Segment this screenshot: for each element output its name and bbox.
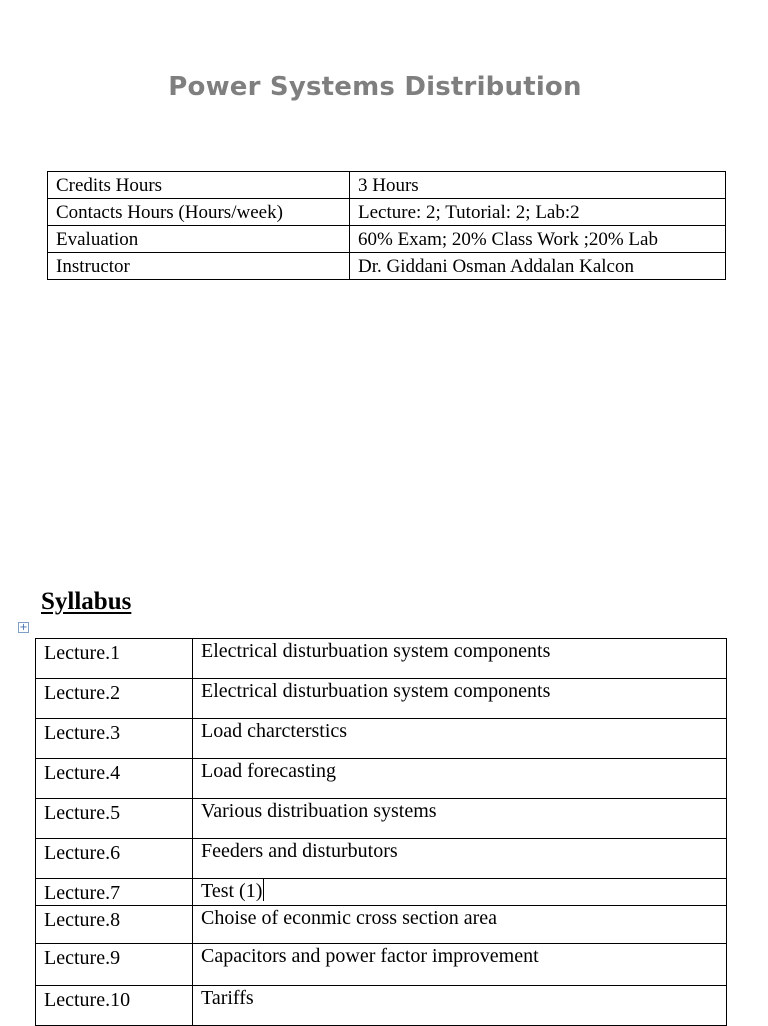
table-row xyxy=(36,759,727,799)
lecture-cell: Lecture.1 xyxy=(36,639,193,679)
info-label: Contacts Hours (Hours/week) xyxy=(48,199,350,226)
info-label: Instructor xyxy=(48,253,350,280)
info-value: 3 Hours xyxy=(350,172,726,199)
topic-cell[interactable] xyxy=(193,879,727,906)
lecture-cell: Lecture.3 xyxy=(36,719,193,759)
topic-cell: Feeders and disturbutors xyxy=(193,839,727,879)
lecture-cell: Lecture.9 xyxy=(36,944,193,986)
table-row xyxy=(48,226,726,253)
info-label: Credits Hours xyxy=(48,172,350,199)
table-row xyxy=(48,253,726,280)
table-row xyxy=(36,906,727,944)
info-value: 60% Exam; 20% Class Work ;20% Lab xyxy=(350,226,726,253)
topic-cell: Various distribuation systems xyxy=(193,799,727,839)
table-row xyxy=(36,799,727,839)
lecture-cell: Lecture.4 xyxy=(36,759,193,799)
info-value: Dr. Giddani Osman Addalan Kalcon xyxy=(350,253,726,280)
course-info-table xyxy=(47,171,726,280)
topic-cell: Tariffs xyxy=(193,986,727,1026)
topic-cell: Choise of econmic cross section area xyxy=(193,906,727,944)
syllabus-heading: Syllabus xyxy=(41,588,132,615)
syllabus-table xyxy=(35,638,727,1026)
table-row xyxy=(36,944,727,986)
lecture-cell: Lecture.2 xyxy=(36,679,193,719)
topic-cell: Electrical disturbuation system components xyxy=(193,639,727,679)
table-row xyxy=(48,172,726,199)
text-cursor xyxy=(263,879,264,901)
table-move-handle-icon[interactable]: + xyxy=(19,622,28,633)
info-value: Lecture: 2; Tutorial: 2; Lab:2 xyxy=(350,199,726,226)
page-title: Power Systems Distribution xyxy=(168,72,582,102)
table-row xyxy=(36,679,727,719)
topic-cell: Electrical disturbuation system components xyxy=(193,679,727,719)
lecture-cell: Lecture.10 xyxy=(36,986,193,1026)
table-row xyxy=(36,839,727,879)
lecture-cell: Lecture.7 xyxy=(36,879,193,906)
table-row xyxy=(36,719,727,759)
table-row xyxy=(48,199,726,226)
topic-cell: Load charcterstics xyxy=(193,719,727,759)
lecture-cell: Lecture.6 xyxy=(36,839,193,879)
table-row xyxy=(36,639,727,679)
lecture-cell: Lecture.8 xyxy=(36,906,193,944)
topic-cell: Load forecasting xyxy=(193,759,727,799)
topic-text: Test (1) xyxy=(201,880,263,902)
table-row xyxy=(36,986,727,1026)
lecture-cell: Lecture.5 xyxy=(36,799,193,839)
topic-cell: Capacitors and power factor improvement xyxy=(193,944,727,986)
table-row xyxy=(36,879,727,906)
info-label: Evaluation xyxy=(48,226,350,253)
